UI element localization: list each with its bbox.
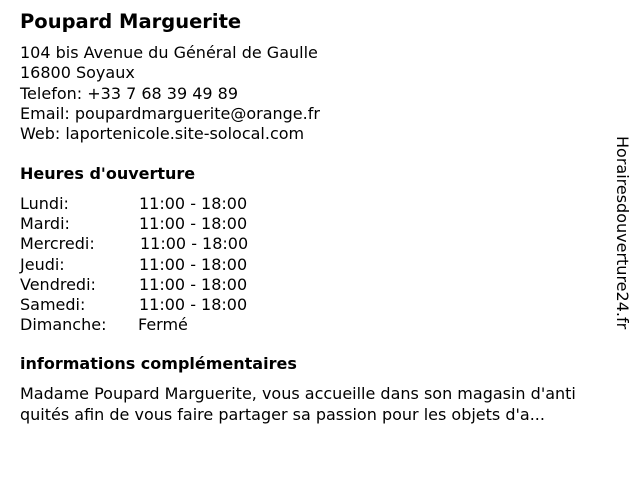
contact-block xyxy=(20,43,320,144)
day-label: Jeudi: xyxy=(20,254,65,274)
description-line: quités afin de vous faire partager sa passion pour les objets d'a... xyxy=(20,404,545,424)
opening-hours-list xyxy=(20,194,320,335)
hours-heading: Heures d'ouverture xyxy=(20,164,196,183)
hours-row-monday xyxy=(20,194,320,214)
day-label: Vendredi: xyxy=(20,274,96,294)
website: Web: laportenicole.site-solocal.com xyxy=(20,124,305,144)
time-range: 11:00 - 18:00 xyxy=(139,214,248,234)
hours-row-friday xyxy=(20,275,320,295)
business-name: Poupard Marguerite xyxy=(20,10,242,33)
address-street: 104 bis Avenue du Général de Gaulle xyxy=(20,43,318,62)
day-label: Mercredi: xyxy=(20,234,95,254)
time-range: Fermé xyxy=(138,315,188,335)
description xyxy=(20,384,625,425)
address-city: 16800 Soyaux xyxy=(20,63,135,83)
info-heading: informations complémentaires xyxy=(20,354,297,373)
hours-row-thursday xyxy=(20,255,320,275)
hours-row-wednesday xyxy=(20,234,320,254)
day-label: Dimanche: xyxy=(20,315,107,335)
time-range: 11:00 - 18:00 xyxy=(139,294,248,314)
day-label: Lundi: xyxy=(20,194,69,213)
time-range: 11:00 - 18:00 xyxy=(139,274,248,294)
site-watermark: Horairesdouverture24.fr xyxy=(613,136,632,330)
time-range: 11:00 - 18:00 xyxy=(139,254,248,274)
day-label: Samedi: xyxy=(20,294,86,314)
email-address: Email: poupardmarguerite@orange.fr xyxy=(20,103,320,123)
time-range: 11:00 - 18:00 xyxy=(139,194,248,213)
hours-row-sunday xyxy=(20,315,320,335)
phone-number: Telefon: +33 7 68 39 49 89 xyxy=(20,83,239,103)
time-range: 11:00 - 18:00 xyxy=(140,234,249,254)
hours-row-saturday xyxy=(20,295,320,315)
day-label: Mardi: xyxy=(20,214,70,234)
hours-row-tuesday xyxy=(20,214,320,234)
description-line: Madame Poupard Marguerite, vous accueille dans son magasin d'anti xyxy=(20,384,576,403)
